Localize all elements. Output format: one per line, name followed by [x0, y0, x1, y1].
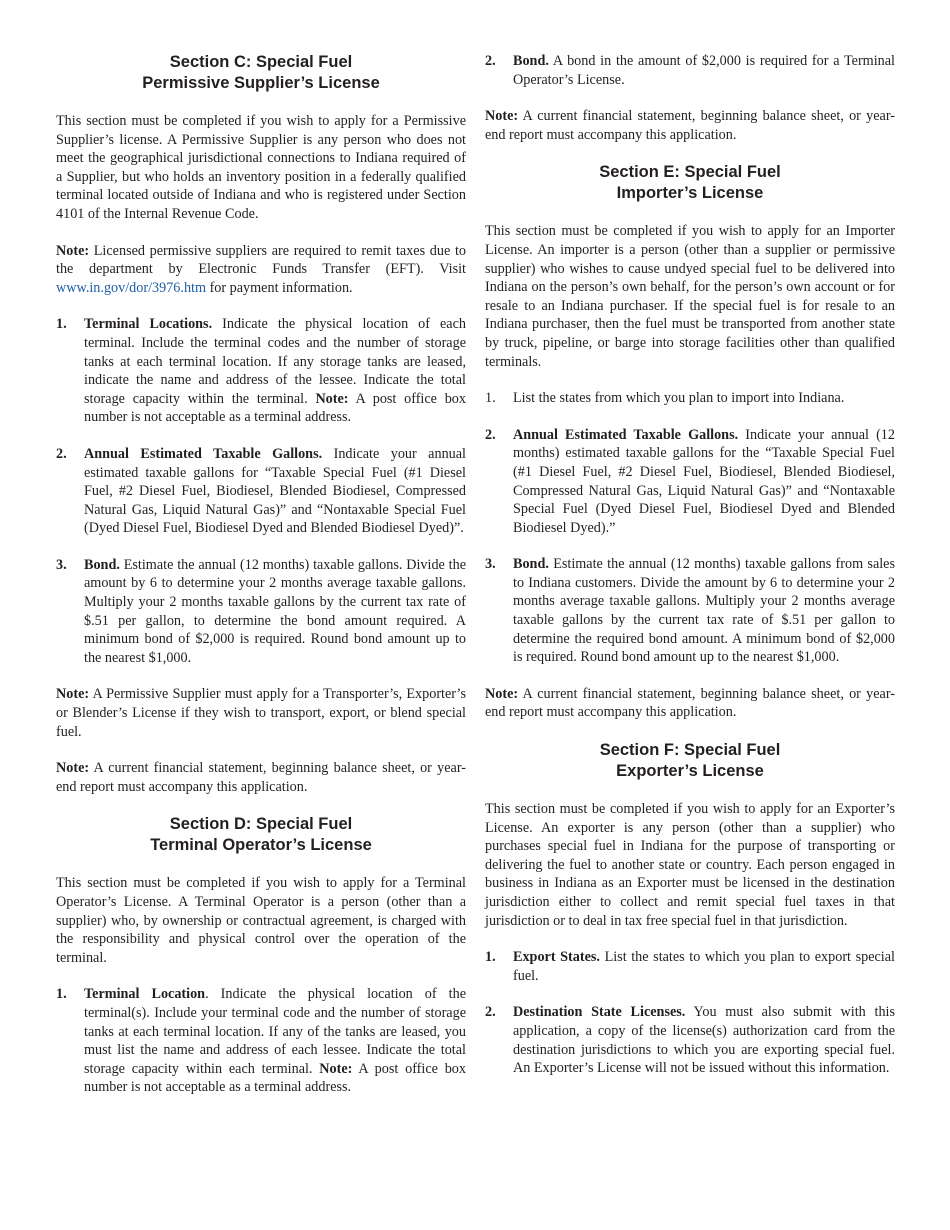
section-c-note-transporter [56, 685, 466, 741]
item-label: Annual Estimated Taxable Gallons. [513, 426, 739, 443]
item-number: 3. [56, 556, 67, 573]
section-c-intro: This section must be completed if you wish to apply for a Permissive Supplier’s license. A Permissive Supplier is any person who does not meet the geographical jurisdictional connections to Indiana required of a Supplier, but who holds an inventory position in a federally qualified terminal located outside of Indiana and who is registered under Section 4101 of the Internal Revenue Code. [56, 113, 466, 222]
left-column [56, 52, 466, 1115]
item-number: 2. [485, 426, 496, 443]
section-c-list [56, 315, 466, 667]
item-text: Estimate the annual (12 months) taxable gallons from sales to Indiana customers. Divide the amount by 6 to determine your 2 months average taxable gallons. Multiply your 2 months average taxable gallons by the current tax rate of $.51 per gallon to determine the required bond amount. A minimum bond of $2,000 is required. Round bond amount up to the nearest $1,000. [513, 556, 895, 666]
note-text: Licensed permissive suppliers are required to remit taxes due to the department by Electronic Funds Transfer (EFT). Visit [56, 242, 466, 278]
item-label: Annual Estimated Taxable Gallons. [84, 445, 323, 462]
note-label: Note: [56, 686, 90, 703]
section-c-title-line1: Section C: Special Fuel [169, 53, 353, 71]
item-number: 2. [485, 1004, 496, 1021]
item-label: Bond. [513, 53, 549, 69]
note-label: Note: [56, 760, 90, 777]
list-item [485, 389, 895, 408]
item-text: List the states from which you plan to import into Indiana. [513, 390, 845, 407]
section-e-title-line1: Section E: Special Fuel [599, 163, 781, 182]
item-number: 1. [56, 316, 67, 333]
item-text: Estimate the annual (12 months) taxable gallons. Divide the amount by 6 to determine your 2 months average taxable gallons. Multiply your 2 months taxable gallons by the current tax rate of $.51 per gallon, to determine the bond amount required. A minimum bond of $2,000 is required. Round bond amount up to the nearest $1,000. [84, 556, 466, 666]
section-e-list [485, 389, 895, 667]
section-d-list-left [56, 985, 466, 1097]
item-note-text: A post office box number is not acceptable as a terminal address. [84, 390, 466, 426]
item-text: Indicate the physical location of each terminal. Include the terminal codes and the number of storage tanks at each terminal location. If any storage tanks are leased, indicate the name and address of the lessee. Indicate the total storage capacity within the terminal. [84, 316, 466, 407]
item-number: 2. [56, 445, 67, 462]
section-d-title-line2: Terminal Operator’s License [150, 836, 372, 855]
item-label: Bond. [513, 556, 549, 573]
section-f-title-line2: Exporter’s License [616, 762, 764, 781]
note-label: Note: [56, 242, 90, 259]
item-text: . Indicate the physical location of the terminal(s). Include your terminal code and the number of storage tanks at each terminal location. If any of the tanks are leased, you must list the name and address of each lessee. Indicate the total storage capacity within each terminal. [84, 986, 466, 1077]
section-f-title-line1: Section F: Special Fuel [599, 741, 781, 760]
list-item [56, 985, 466, 1097]
item-number: 2. [485, 53, 496, 69]
item-text: List the states to which you plan to export special fuel. [513, 949, 895, 984]
list-item [485, 426, 895, 538]
section-d-note-financial [485, 107, 895, 144]
section-d-list-right [485, 52, 895, 89]
item-note-label: Note: [315, 390, 349, 407]
section-e-title [485, 162, 895, 204]
list-item [485, 948, 895, 985]
list-item [485, 52, 895, 89]
item-label: Terminal Locations. [84, 316, 213, 333]
item-label: Destination State Licenses. [513, 1004, 686, 1021]
item-text: A bond in the amount of $2,000 is required for a Terminal Operator’s License. [513, 53, 895, 88]
right-column [485, 52, 895, 1096]
item-label: Bond. [84, 556, 120, 573]
section-e-note-financial [485, 685, 895, 722]
list-item [56, 445, 466, 538]
item-label: Export States. [513, 949, 600, 966]
item-text: You must also submit with this application, a copy of the license(s) authorization card from the destination jurisdictions to which you are exporting special fuel. An Exporter’s License will not be issued without this information. [513, 1004, 896, 1077]
section-d-title [56, 814, 466, 856]
note-text: A Permissive Supplier must apply for a Transporter’s, Exporter’s or Blender’s License if they wish to transport, export, or blend special fuel. [56, 686, 466, 740]
section-e-intro: This section must be completed if you wish to apply for an Importer License. An importer is a person (other than a supplier or permissive supplier) who wishes to cause undyed special fuel to be delivered into Indiana on the person’s own behalf, for the person’s own account or for resale to an Indiana purchaser. If the special fuel is for resale to an Indiana purchaser, then the fuel must be transported from another state by truck, pipeline, or barge into storage facilities other than qualified terminals. [485, 223, 895, 370]
list-item [56, 556, 466, 668]
item-label: Terminal Location [84, 986, 206, 1003]
note-text: A current financial statement, beginning balance sheet, or year-end report must accompany this application. [485, 108, 895, 143]
section-d-title-line1: Section D: Special Fuel [169, 815, 353, 834]
item-text: Indicate your annual (12 months) estimated taxable gallons for the “Taxable Special Fuel (#1 Diesel Fuel, #2 Diesel Fuel, Biodiesel, Blended Biodiesel, Compressed Natural Gas, Liquid Natural Gas)” and “Nontaxable Special Fuel (Dyed Diesel Fuel, Biodiesel Dyed and Blended Biodiesel Dyed).” [513, 426, 895, 536]
item-note-label: Note: [319, 1060, 353, 1077]
payment-info-link[interactable]: www.in.gov/dor/3976.htm [56, 279, 207, 296]
section-c-title-line2: Permissive Supplier’s License [142, 74, 380, 92]
item-number: 1. [485, 390, 496, 407]
note-text-after: for payment information. [206, 279, 353, 296]
list-item [485, 1003, 895, 1077]
section-c-title [56, 52, 466, 94]
section-c-note-financial [56, 759, 466, 796]
section-f-title [485, 740, 895, 782]
section-e-title-line2: Importer’s License [616, 184, 764, 203]
section-f-list [485, 948, 895, 1078]
list-item [56, 315, 466, 427]
note-text: A current financial statement, beginning balance sheet, or year-end report must accompany this application. [56, 760, 466, 795]
section-c-note-eft [56, 242, 466, 298]
item-number: 1. [56, 986, 67, 1003]
note-text: A current financial statement, beginning balance sheet, or year-end report must accompany this application. [485, 685, 895, 721]
item-number: 3. [485, 556, 496, 573]
note-label: Note: [485, 108, 519, 125]
item-text: Indicate your annual estimated taxable gallons for “Taxable Special Fuel (#1 Diesel Fuel, #2 Diesel Fuel, Biodiesel, Blended Biodiesel, Compressed Natural Gas, Liquid Natural Gas)” and “Nontaxable Special Fuel (Dyed Diesel Fuel, Biodiesel Dyed and Blended Biodiesel Dyed)”. [84, 445, 467, 537]
note-label: Note: [485, 685, 519, 702]
item-note-text: A post office box number is not acceptable as a terminal address. [84, 1060, 466, 1096]
section-d-intro: This section must be completed if you wish to apply for a Terminal Operator’s License. A Terminal Operator is a person (other than a supplier) who, by ownership or contractual agreement, is charged with the responsibility and physical control over the operation of the terminal. [56, 875, 466, 966]
item-number: 1. [485, 949, 496, 966]
list-item [485, 555, 895, 667]
section-f-intro: This section must be completed if you wish to apply for an Exporter’s License. An exporter is any person (other than a supplier) who purchases special fuel in Indiana for the purpose of transporting or delivering the fuel to another state or country. Each person engaged in business in Indiana as an Exporter must be licensed in the destination jurisdiction either to collect and remit special fuel taxes in that jurisdiction or to deal in tax free special fuel in that jurisdiction. [485, 801, 895, 929]
